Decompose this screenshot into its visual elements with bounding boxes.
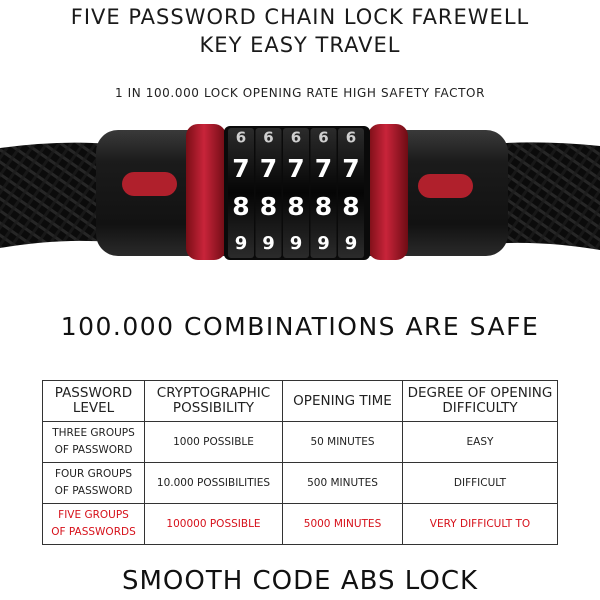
header-opening-time: OPENING TIME: [283, 381, 403, 422]
table-row: [43, 463, 558, 504]
header-cryptographic-possibility: CRYPTOGRAPHIC POSSIBILITY: [145, 381, 283, 422]
dial-digit: 9: [234, 233, 248, 254]
combinations-headline: 100.000 COMBINATIONS ARE SAFE: [60, 312, 540, 341]
dial-digit: 6: [290, 128, 302, 147]
red-indicator-right: [418, 174, 473, 198]
cell-time: 5000 MINUTES: [283, 504, 403, 545]
dial-digit: 9: [289, 233, 303, 254]
dial-digit: 8: [259, 192, 278, 221]
dial-digit: 6: [318, 128, 329, 147]
combination-lock-image: [0, 110, 600, 290]
dial-digit: 6: [235, 128, 247, 147]
cell-possibility: 1000 POSSIBLE: [145, 422, 283, 463]
table-row: [43, 422, 558, 463]
cell-possibility: 100000 POSSIBLE: [145, 504, 283, 545]
cell-time: 500 MINUTES: [283, 463, 403, 504]
cell-difficulty: DIFFICULT: [403, 463, 558, 504]
header-password-level: PASSWORD LEVEL: [43, 381, 145, 422]
red-collar-right: [368, 124, 408, 260]
cell-level: THREE GROUPS OF PASSWORD: [43, 422, 145, 463]
chain-sleeve-left: [0, 143, 110, 248]
cell-possibility: 10.000 POSSIBILITIES: [145, 463, 283, 504]
security-comparison-table: [42, 380, 558, 545]
dial-digit: 6: [345, 128, 357, 147]
dial-digit: 7: [287, 154, 305, 183]
dial-digit: 9: [262, 233, 275, 254]
dial-digit: 9: [344, 233, 358, 254]
table-row-highlighted: [43, 504, 558, 545]
dial-digit: 7: [342, 154, 360, 183]
dial-digit: 6: [263, 128, 274, 147]
dial-digit: 8: [342, 192, 360, 221]
cell-level: FIVE GROUPS OF PASSWORDS: [43, 504, 145, 545]
dial-digit: 7: [314, 154, 333, 183]
footer-tagline: SMOOTH CODE ABS LOCK: [121, 566, 479, 596]
table-header-row: [43, 381, 558, 422]
product-title-line-1: FIVE PASSWORD CHAIN LOCK FAREWELL: [70, 5, 530, 29]
dial-digit: 8: [287, 192, 305, 221]
dial-digit: 8: [314, 192, 333, 221]
header-opening-difficulty: DEGREE OF OPENING DIFFICULTY: [403, 381, 558, 422]
red-indicator-left: [122, 172, 177, 196]
dial-digit: 7: [232, 154, 250, 183]
cell-difficulty: VERY DIFFICULT TO: [403, 504, 558, 545]
safety-subtitle: 1 IN 100.000 LOCK OPENING RATE HIGH SAFETY FACTOR: [114, 86, 486, 100]
cell-level: FOUR GROUPS OF PASSWORD: [43, 463, 145, 504]
dial-digit: 7: [259, 154, 278, 183]
dial-digit: 9: [317, 233, 330, 254]
cell-time: 50 MINUTES: [283, 422, 403, 463]
dial-digit: 8: [232, 192, 250, 221]
product-title-line-2: KEY EASY TRAVEL: [199, 33, 401, 57]
red-collar-left: [186, 124, 226, 260]
cell-difficulty: EASY: [403, 422, 558, 463]
